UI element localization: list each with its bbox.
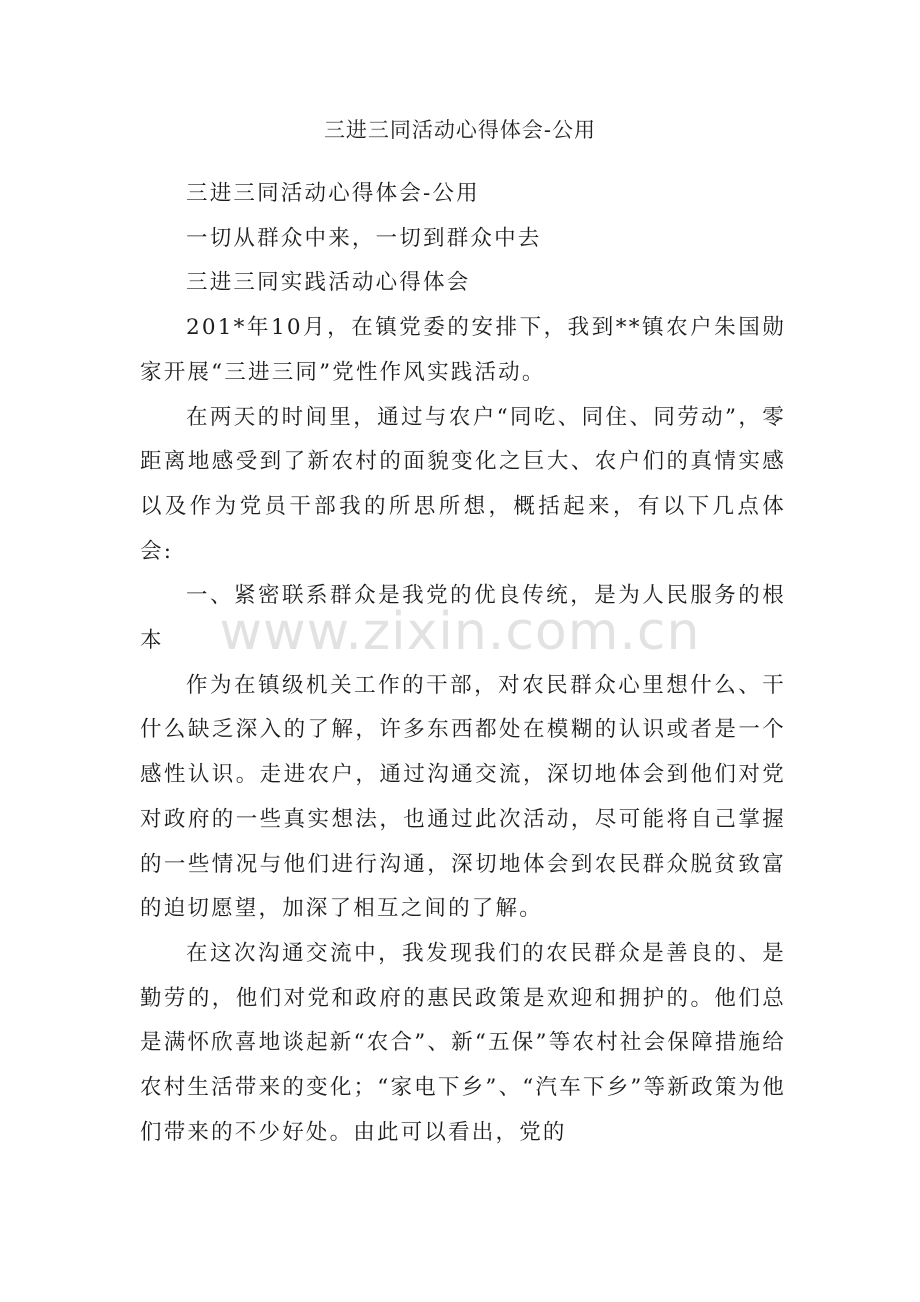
paragraph-body: 在这次沟通交流中，我发现我们的农民群众是善良的、是勤劳的，他们对党和政府的惠民政策是欢迎和拥护的。他们总是满怀欣喜地谈起新“农合”、新“五保”等农村社会保障措施给农村生活带来的变化；“家电下乡”、“汽车下乡”等新政策为他们带来的不少好处。由此可以看出，党的	[140, 940, 786, 1145]
section-heading-one: 一、紧密联系群众是我党的优良传统，是为人民服务的根本	[140, 583, 786, 654]
paragraph-intro: 201*年10月，在镇党委的安排下，我到**镇农户朱国勋家开展“三进三同”党性作风实践活动。	[140, 315, 786, 385]
paragraph-subtitle: 三进三同实践活动心得体会	[186, 270, 471, 296]
document-body	[140, 172, 786, 1155]
watermark: www.zixin.com.cn	[219, 602, 701, 662]
document-title: 三进三同活动心得体会-公用	[323, 118, 597, 142]
paragraph-body: 作为在镇级机关工作的干部，对农民群众心里想什么、干什么缺乏深入的了解，许多东西都处在模糊的认识或者是一个感性认识。走进农户，通过沟通交流，深切地体会到他们对党对政府的一些真实想法，也通过此次活动，尽可能将自己掌握的一些情况与他们进行沟通，深切地体会到农民群众脱贫致富的迫切愿望，加深了相互之间的了解。	[140, 672, 786, 922]
paragraph-slogan: 一切从群众中来，一切到群众中去	[186, 225, 542, 251]
paragraph-heading: 三进三同活动心得体会-公用	[186, 181, 480, 206]
paragraph-overview: 在两天的时间里，通过与农户“同吃、同住、同劳动”，零距离地感受到了新农村的面貌变化之巨大、农户们的真情实感以及作为党员干部我的所思所想，概括起来，有以下几点体会:	[140, 404, 786, 564]
